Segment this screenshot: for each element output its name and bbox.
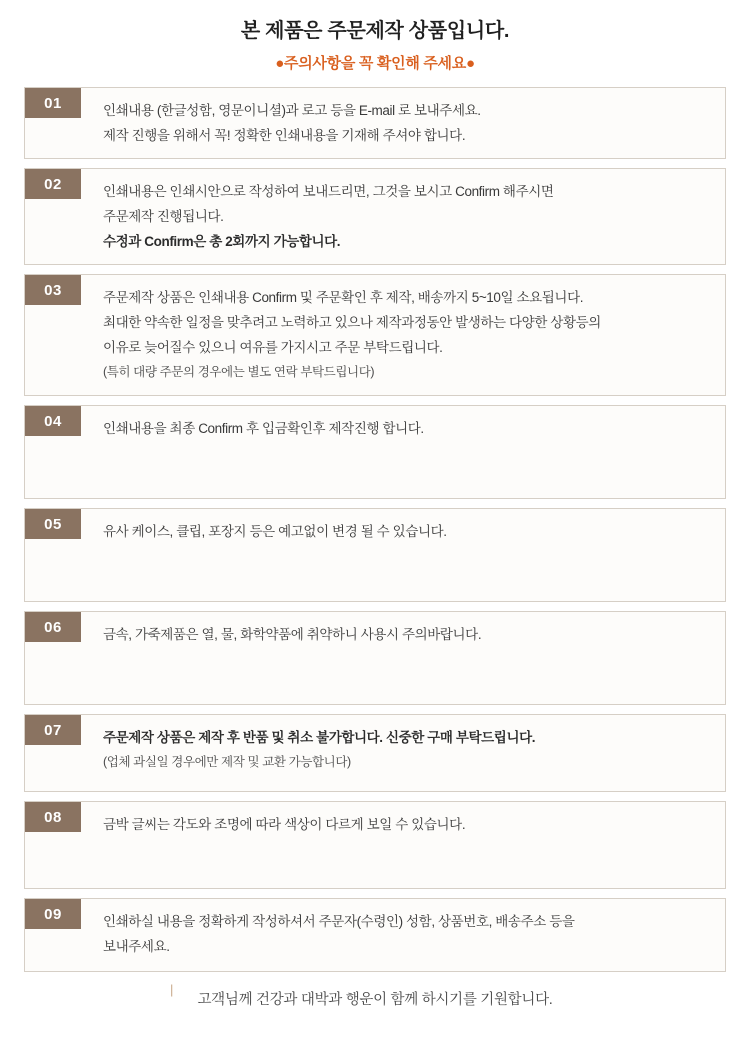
notice-item-line: 제작 진행을 위해서 꼭! 정확한 인쇄내용을 기재해 주셔야 합니다. bbox=[103, 128, 466, 143]
notice-item bbox=[24, 405, 726, 499]
notice-item-line: 주문제작 상품은 제작 후 반품 및 취소 불가합니다. 신중한 구매 부탁드립니다. bbox=[103, 730, 536, 745]
notice-item bbox=[24, 508, 726, 602]
notice-item bbox=[24, 87, 726, 159]
notice-item-line: 인쇄내용 (한글성함, 영문이니셜)과 로고 등을 E-mail 로 보내주세요. bbox=[103, 103, 481, 118]
notice-item bbox=[24, 714, 726, 792]
notice-item-line: 유사 케이스, 클립, 포장지 등은 예고없이 변경 될 수 있습니다. bbox=[103, 524, 447, 539]
notice-item-body bbox=[103, 519, 709, 549]
notice-item-line: 수정과 Confirm은 총 2회까지 가능합니다. bbox=[103, 234, 341, 249]
notice-item-body bbox=[103, 622, 709, 652]
notice-item-line: 인쇄내용을 최종 Confirm 후 입금확인후 제작진행 합니다. bbox=[103, 421, 424, 436]
notice-item-line: 인쇄내용은 인쇄시안으로 작성하여 보내드리면, 그것을 보시고 Confirm 해주시면 bbox=[103, 184, 554, 199]
notice-list bbox=[0, 87, 750, 972]
notice-item-line: 금속, 가죽제품은 열, 물, 화학약품에 취약하니 사용시 주의바랍니다. bbox=[103, 627, 482, 642]
divider-tick: | bbox=[170, 982, 174, 997]
notice-item-line: 보내주세요. bbox=[103, 939, 170, 954]
notice-item-number: 09 bbox=[25, 899, 81, 929]
notice-item-line: 인쇄하실 내용을 정확하게 작성하셔서 주문자(수령인) 성함, 상품번호, 배송주소 등을 bbox=[103, 914, 575, 929]
notice-item-body bbox=[103, 909, 709, 959]
page-subtitle: ●주의사항을 꼭 확인해 주세요● bbox=[275, 55, 475, 72]
notice-item-body bbox=[103, 179, 709, 254]
notice-item-number: 04 bbox=[25, 406, 81, 436]
notice-item-number: 05 bbox=[25, 509, 81, 539]
notice-item bbox=[24, 274, 726, 396]
notice-item-body bbox=[103, 285, 709, 385]
notice-item bbox=[24, 801, 726, 889]
notice-item-body bbox=[103, 812, 709, 842]
notice-item bbox=[24, 898, 726, 972]
notice-item-number: 01 bbox=[25, 88, 81, 118]
notice-item bbox=[24, 611, 726, 705]
notice-item-number: 03 bbox=[25, 275, 81, 305]
page-title: 본 제품은 주문제작 상품입니다. bbox=[240, 20, 510, 42]
notice-item-body bbox=[103, 416, 709, 446]
notice-item-line: 최대한 약속한 일정을 맞추려고 노력하고 있으나 제작과정동안 발생하는 다양한 상황등의 bbox=[103, 315, 601, 330]
footer-text: 고객님께 건강과 대박과 행운이 함께 하시기를 기원합니다. bbox=[197, 992, 553, 1008]
notice-item-line: 주문제작 상품은 인쇄내용 Confirm 및 주문확인 후 제작, 배송까지 5~10일 소요됩니다. bbox=[103, 290, 584, 305]
notice-item-line: 금박 글씨는 각도와 조명에 따라 색상이 다르게 보일 수 있습니다. bbox=[103, 817, 466, 832]
notice-item-line: (업체 과실일 경우에만 제작 및 교환 가능합니다) bbox=[103, 755, 351, 769]
notice-item-line: 이유로 늦어질수 있으니 여유를 가지시고 주문 부탁드립니다. bbox=[103, 340, 443, 355]
notice-item-line: 주문제작 진행됩니다. bbox=[103, 209, 224, 224]
notice-item-body bbox=[103, 98, 709, 148]
footer-message bbox=[0, 982, 750, 1009]
notice-item-body bbox=[103, 725, 709, 775]
notice-item-number: 08 bbox=[25, 802, 81, 832]
notice-item-number: 06 bbox=[25, 612, 81, 642]
notice-item-line: (특히 대량 주문의 경우에는 별도 연락 부탁드립니다) bbox=[103, 365, 375, 379]
notice-item-number: 02 bbox=[25, 169, 81, 199]
notice-item-number: 07 bbox=[25, 715, 81, 745]
notice-item bbox=[24, 168, 726, 265]
